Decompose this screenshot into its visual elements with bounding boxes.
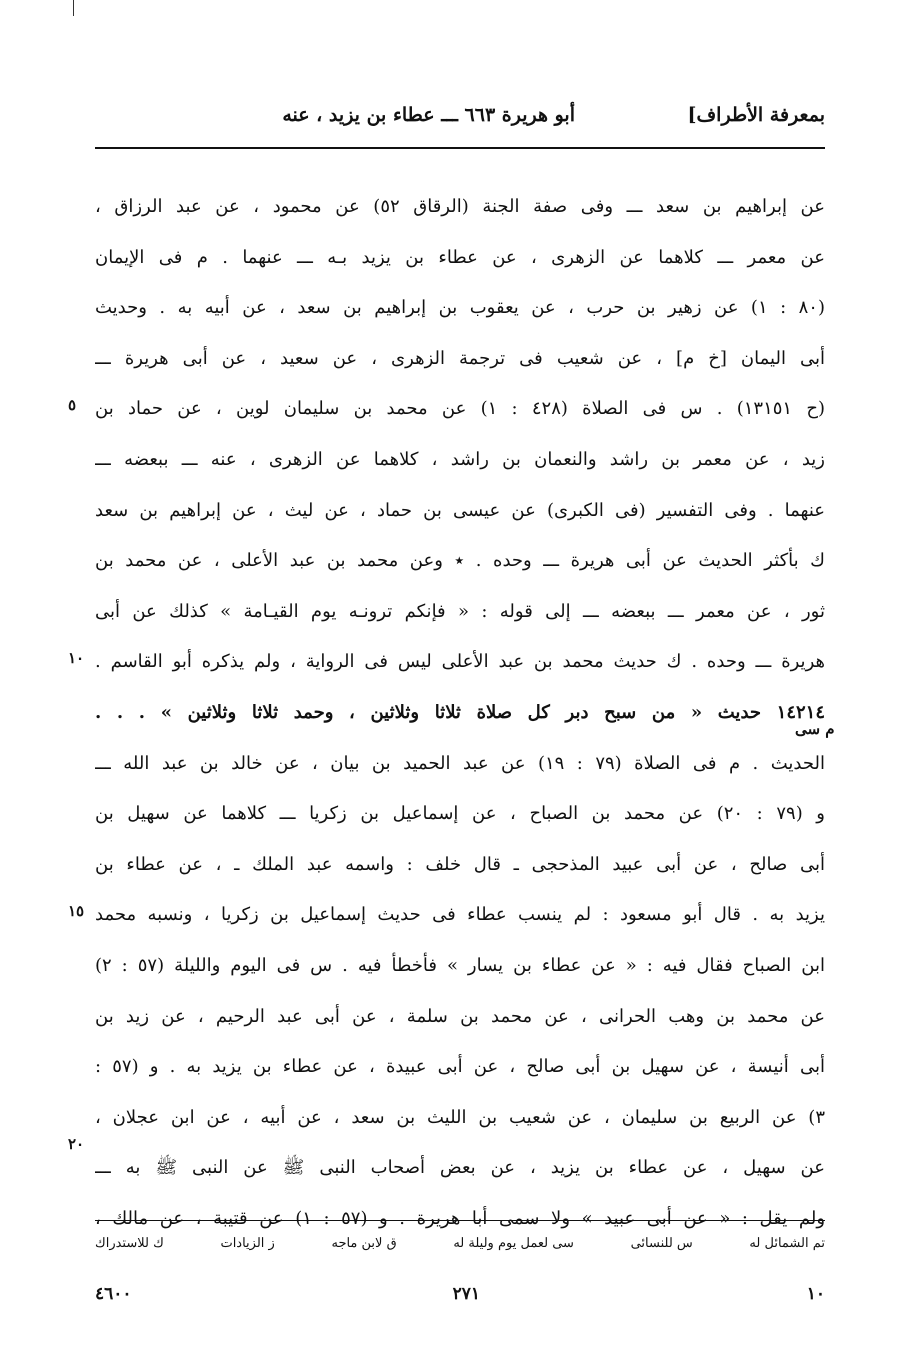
text-line: عن محمد بن وهب الحرانى ، عن محمد بن سلمة ، عن أبى عبد الرحيم ، عن زيد بن (95, 1005, 825, 1027)
text-line: أبى اليمان [خ م] ، عن شعيب فى ترجمة الزهرى ، عن سعيد ، عن أبى هريرة ـــ (95, 347, 825, 369)
page-number: ٢٧١ (452, 1284, 480, 1304)
abbrev-item: ك للاستدراك (95, 1236, 164, 1251)
text-line: (ح ١٣١٥١) . س فى الصلاة (٤٢٨ : ١) عن محمد بن سليمان لوين ، عن حماد بن (95, 398, 825, 420)
text-line: عن إبراهيم بن سعد ـــ وفى صفة الجنة (الرقاق ٥٢) عن محمود ، عن عبد الرزاق ، (95, 196, 825, 217)
abbrev-item: س للنسائى (630, 1236, 693, 1251)
margin-note: م سى (795, 720, 835, 738)
text-line: عن سهيل ، عن عطاء بن يزيد ، عن بعض أصحاب النبى ﷺ عن النبى ﷺ به ـــ (95, 1157, 825, 1179)
header-section-title: بمعرفة الأطراف] (687, 104, 825, 126)
header-chapter-title: أبو هريرة ٦٦٣ ـــ عطاء بن يزيد ، عنه (282, 104, 575, 126)
abbrev-item: ز الزيادات (220, 1236, 275, 1251)
text-line: ك بأكثر الحديث عن أبى هريرة ـــ وحده . ٭ وعن محمد بن عبد الأعلى ، عن محمد بن (95, 550, 825, 572)
abbreviation-key (95, 1236, 825, 1251)
text-line: (٨٠ : ١) عن زهير بن حرب ، عن يعقوب بن إبراهيم بن سعد ، عن أبيه به . وحديث (95, 297, 825, 319)
line-number-20: ٢٠ (68, 1135, 85, 1153)
abbrev-item: تم الشمائل له (749, 1236, 825, 1251)
text-line: ٣) عن الربيع بن سليمان ، عن شعيب بن الليث بن سعد ، عن أبيه ، عن ابن عجلان ، (95, 1106, 825, 1128)
line-number-10: ١٠ (68, 649, 85, 667)
text-line: عن معمر ـــ كلاهما عن الزهرى ، عن عطاء بن يزيد بـه ـــ عنهما . م فى الإيمان (95, 246, 825, 268)
abbrev-item: ق لابن ماجه (331, 1236, 397, 1251)
footnote-rule (95, 1220, 825, 1221)
header-rule (95, 147, 825, 149)
volume-number: ١٠ (806, 1284, 825, 1304)
line-number-5: ٥ (68, 396, 77, 414)
text-line: أبى أنيسة ، عن سهيل بن أبى صالح ، عن أبى عبيدة ، عن عطاء بن يزيد به . و (٥٧ : (95, 1056, 825, 1078)
text-line: هريرة ـــ وحده . ك حديث محمد بن عبد الأعلى ليس فى الرواية ، ولم يذكره أبو القاسم . (95, 651, 825, 673)
text-line: ثور ، عن معمر ـــ ببعضه ـــ إلى قوله : « فإنكم ترونـه يوم القيـامة » كذلك عن أبى (95, 600, 825, 622)
text-line: ابن الصباح فقال فيه : « عن عطاء بن يسار » فأخطأ فيه . س فى اليوم والليلة (٥٧ : ٢) (95, 954, 825, 976)
text-line: زيد ، عن معمر بن راشد والنعمان بن راشد ، كلاهما عن الزهرى ، عنه ـــ ببعضه ـــ (95, 448, 825, 470)
text-line: و (٧٩ : ٢٠) عن محمد بن الصباح ، عن إسماعيل بن زكريا ـــ كلاهما عن سهيل بن (95, 803, 825, 825)
text-line: الحديث . م فى الصلاة (٧٩ : ١٩) عن عبد الحميد بن بيان ، عن خالد بن عبد الله ـــ (95, 752, 825, 774)
running-header (95, 104, 825, 138)
text-line: يزيد به . قال أبو مسعود : لم ينسب عطاء فى حديث إسماعيل بن زكريا ، ونسبه محمد (95, 904, 825, 926)
text-line: عنهما . وفى التفسير (فى الكبرى) عن عيسى بن حماد ، عن ليث ، عن إبراهيم بن سعد (95, 499, 825, 521)
margin-tick (73, 0, 74, 16)
hadith-entry-line: ١٤٢١٤ حديث « من سبح دبر كل صلاة ثلاثا وثلاثين ، وحمد ثلاثا وثلاثين » . . . (95, 701, 825, 723)
main-text (95, 182, 825, 1244)
text-line: ولم يقل : « عن أبى عبيد » ولا سمى أبا هريرة . و (٥٧ : ١) عن قتيبة ، عن مالك ، (95, 1207, 825, 1229)
running-count: ٤٦٠٠ (95, 1284, 132, 1304)
line-number-15: ١٥ (68, 902, 85, 920)
abbrev-item: سى لعمل يوم وليلة له (453, 1236, 574, 1251)
text-line: أبى صالح ، عن أبى عبيد المذحجى ـ قال خلف : واسمه عبد الملك ـ ، عن عطاء بن (95, 853, 825, 875)
